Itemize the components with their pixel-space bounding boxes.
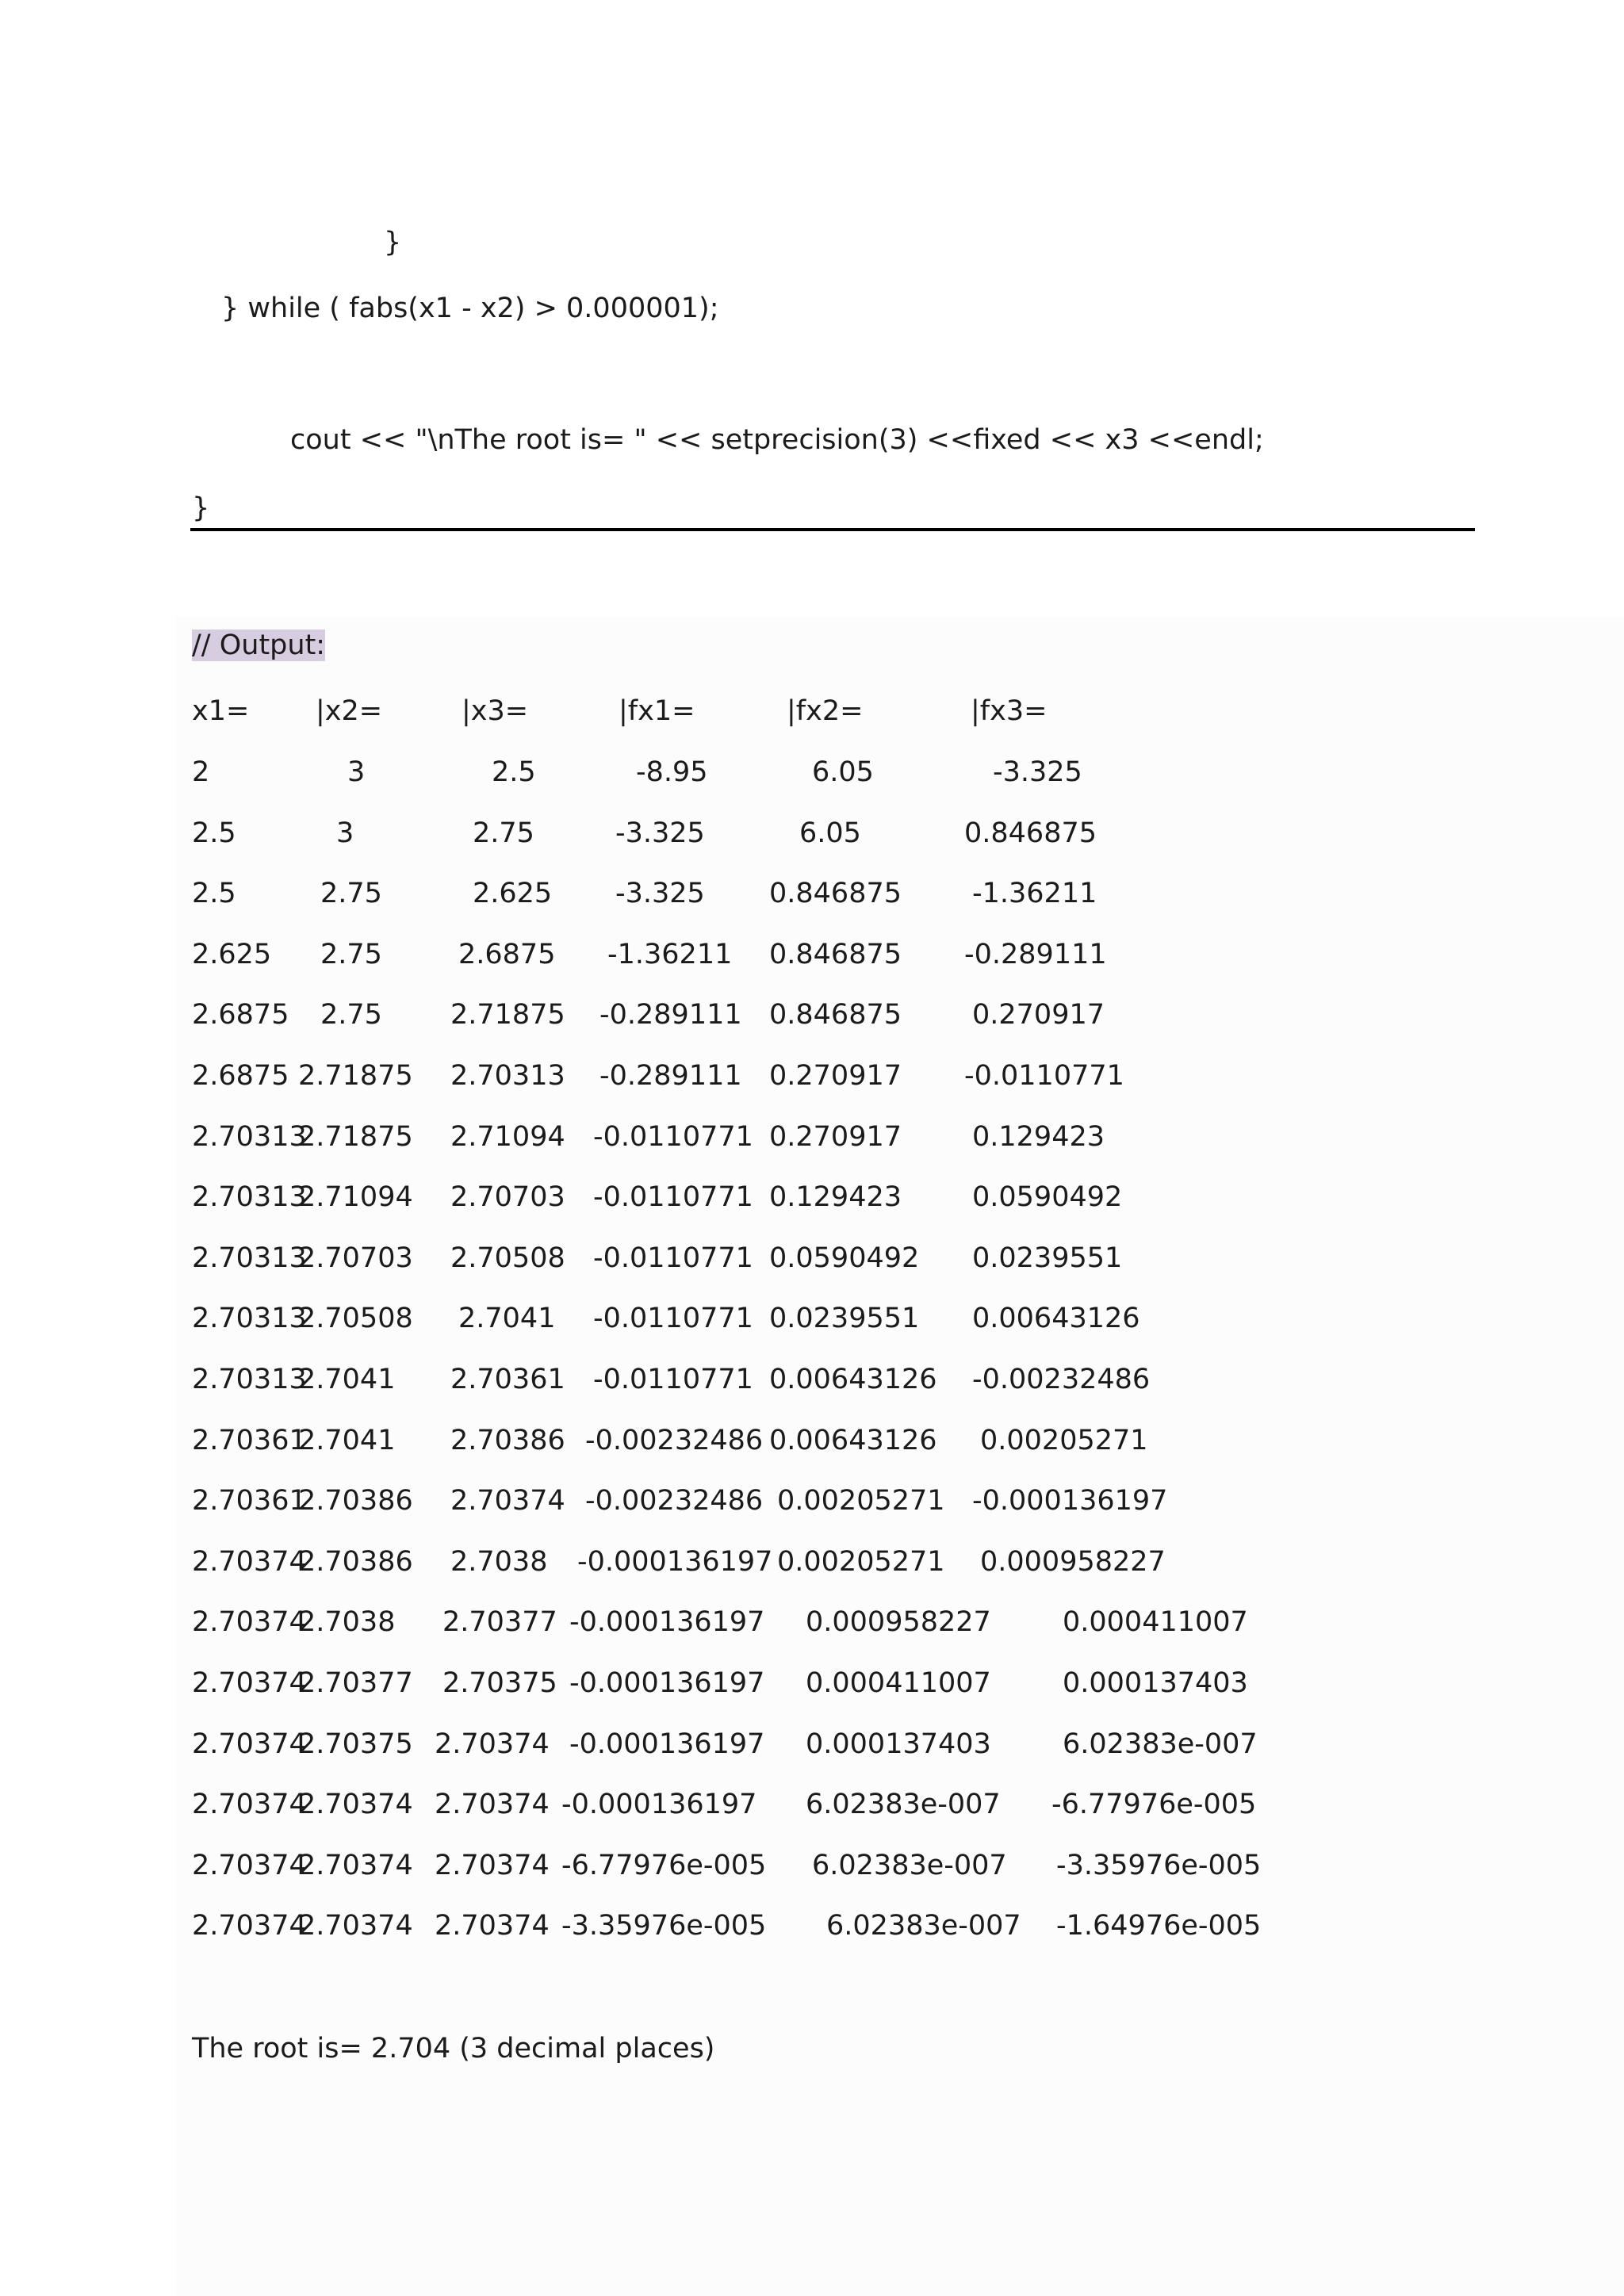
output-table-cell: 0.00643126 [769, 1425, 937, 1456]
output-table-cell: -0.00232486 [972, 1364, 1151, 1395]
output-table-cell: 2.70313 [450, 1060, 565, 1092]
output-table-cell: -0.000136197 [577, 1546, 773, 1578]
output-table-cell: -0.289111 [599, 1060, 742, 1092]
output-table-cell: 0.129423 [769, 1181, 902, 1213]
output-table-cell: 6.02383e-007 [1063, 1728, 1258, 1760]
output-table-cell: 2.70313 [192, 1242, 307, 1274]
output-table-cell: 2.70377 [298, 1667, 413, 1699]
output-table-cell: -0.00232486 [585, 1485, 764, 1517]
output-table-cell: 0.270917 [972, 999, 1105, 1031]
output-table-cell: 2.7038 [298, 1606, 396, 1638]
output-table-cell: -0.0110771 [593, 1242, 753, 1274]
output-table-cell: 0.000137403 [806, 1728, 991, 1760]
output-table-cell: -1.36211 [972, 878, 1097, 909]
output-table-cell: 0.000137403 [1063, 1667, 1248, 1699]
output-table-cell: 2.70374 [435, 1789, 550, 1820]
output-table-cell: 2.70374 [192, 1789, 307, 1820]
output-table-cell: 2.75 [320, 939, 382, 970]
output-table-cell: -0.289111 [964, 939, 1107, 970]
output-table-cell: 6.02383e-007 [826, 1910, 1021, 1942]
output-table-cell: 2.70374 [298, 1789, 413, 1820]
output-header-cell: x1= [192, 695, 250, 727]
output-header-cell: |fx3= [971, 695, 1048, 727]
output-table-cell: 0.0590492 [972, 1181, 1123, 1213]
output-table-cell: 2.70375 [442, 1667, 557, 1699]
output-table-cell: 2.75 [473, 817, 534, 849]
output-table-cell: 2.7041 [298, 1364, 396, 1395]
output-table-cell: 2.70374 [298, 1910, 413, 1942]
output-table-cell: 6.05 [799, 817, 861, 849]
output-table-cell: 0.0590492 [769, 1242, 920, 1274]
output-table-cell: -3.325 [993, 756, 1082, 788]
output-table-cell: -3.325 [615, 817, 705, 849]
output-table-cell: -0.000136197 [561, 1789, 757, 1820]
output-table-cell: 2.5 [492, 756, 536, 788]
output-table-cell: 3 [347, 756, 366, 788]
output-table-cell: -1.36211 [607, 939, 733, 970]
output-table-cell: -0.289111 [599, 999, 742, 1031]
output-table-cell: 2.70703 [450, 1181, 565, 1213]
output-table-cell: 2.6875 [458, 939, 556, 970]
output-table-cell: 2.5 [192, 817, 236, 849]
output-table-cell: 2.70374 [192, 1667, 307, 1699]
output-table-cell: 2.70374 [192, 1910, 307, 1942]
output-header-cell: |fx2= [787, 695, 864, 727]
output-table-cell: 2.70374 [298, 1850, 413, 1881]
output-table-cell: 2.70386 [298, 1485, 413, 1517]
code-outer-closing-brace: } [192, 492, 210, 524]
output-table-cell: 6.02383e-007 [806, 1789, 1001, 1820]
output-table-cell: 2.70508 [450, 1242, 565, 1274]
output-table-cell: 0.00205271 [777, 1546, 945, 1578]
output-heading-text: // Output: [192, 629, 326, 661]
output-table-cell: -3.35976e-005 [1056, 1850, 1262, 1881]
output-table-cell: 2.7038 [450, 1546, 548, 1578]
output-table-cell: 2.70313 [192, 1364, 307, 1395]
output-table-cell: 0.00643126 [769, 1364, 937, 1395]
output-table-cell: 2.70313 [192, 1181, 307, 1213]
output-table-cell: 0.270917 [769, 1060, 902, 1092]
output-table-cell: 2.75 [320, 878, 382, 909]
output-table-cell: -6.77976e-005 [561, 1850, 767, 1881]
output-table-cell: 2.71875 [298, 1121, 413, 1153]
output-table-cell: 0.00205271 [777, 1485, 945, 1517]
output-table-cell: 2.70375 [298, 1728, 413, 1760]
section-divider [190, 528, 1475, 531]
output-table-cell: 2.70374 [435, 1850, 550, 1881]
output-table-cell: 2.70361 [450, 1364, 565, 1395]
output-table-cell: -0.000136197 [569, 1667, 765, 1699]
output-header-cell: |x3= [462, 695, 529, 727]
output-table-cell: 3 [336, 817, 354, 849]
output-table-cell: 2.70374 [450, 1485, 565, 1517]
code-while-line: } while ( fabs(x1 - x2) > 0.000001); [221, 293, 719, 324]
output-table-cell: 0.270917 [769, 1121, 902, 1153]
output-table-cell: 2.70361 [192, 1485, 307, 1517]
output-table-cell: 2.70386 [298, 1546, 413, 1578]
output-table-cell: 2 [192, 756, 210, 788]
output-table-cell: -8.95 [636, 756, 708, 788]
output-table-cell: 0.000411007 [806, 1667, 991, 1699]
output-table-cell: -0.00232486 [585, 1425, 764, 1456]
output-table-cell: 0.846875 [769, 999, 902, 1031]
output-table-cell: 0.0239551 [769, 1303, 920, 1334]
output-table-cell: 0.0239551 [972, 1242, 1123, 1274]
output-table-cell: 2.70374 [192, 1606, 307, 1638]
output-table-cell: 0.00205271 [980, 1425, 1148, 1456]
output-table-cell: -6.77976e-005 [1051, 1789, 1257, 1820]
output-table-cell: -0.0110771 [593, 1364, 753, 1395]
output-table-cell: 2.6875 [192, 1060, 289, 1092]
output-table-cell: 2.70703 [298, 1242, 413, 1274]
output-table-cell: 2.70508 [298, 1303, 413, 1334]
code-inner-closing-brace: } [384, 227, 402, 258]
output-table-cell: 0.000958227 [980, 1546, 1166, 1578]
output-table-cell: 6.02383e-007 [812, 1850, 1007, 1881]
output-table-cell: 2.70313 [192, 1121, 307, 1153]
output-table-cell: 2.70374 [192, 1728, 307, 1760]
output-table-cell: 0.00643126 [972, 1303, 1140, 1334]
output-header-cell: |x2= [316, 695, 383, 727]
output-heading [192, 627, 325, 664]
output-table-cell: 2.625 [473, 878, 553, 909]
output-table-cell: 2.70374 [435, 1910, 550, 1942]
output-table-cell: 2.5 [192, 878, 236, 909]
output-table-cell: 2.71094 [298, 1181, 413, 1213]
output-table-cell: 0.129423 [972, 1121, 1105, 1153]
output-table-cell: -3.35976e-005 [561, 1910, 767, 1942]
output-table-cell: 6.05 [812, 756, 874, 788]
output-table-cell: 2.625 [192, 939, 272, 970]
output-table-cell: -0.000136197 [569, 1728, 765, 1760]
output-table-cell: 2.71875 [298, 1060, 413, 1092]
output-table-cell: -3.325 [615, 878, 705, 909]
output-table-cell: 2.75 [320, 999, 382, 1031]
output-table-cell: 2.70374 [192, 1850, 307, 1881]
output-table-cell: -1.64976e-005 [1056, 1910, 1262, 1942]
output-table-cell: 2.70377 [442, 1606, 557, 1638]
output-table-cell: 0.000411007 [1063, 1606, 1248, 1638]
output-table-cell: 2.70374 [435, 1728, 550, 1760]
code-cout-line: cout << "\nThe root is= " << setprecision(3) <<fixed << x3 <<endl; [290, 424, 1264, 456]
output-table-cell: 2.71094 [450, 1121, 565, 1153]
output-table-cell: 2.70313 [192, 1303, 307, 1334]
output-table-cell: 2.70374 [192, 1546, 307, 1578]
output-table-cell: -0.0110771 [593, 1121, 753, 1153]
output-table-cell: 0.846875 [769, 939, 902, 970]
output-table-cell: 2.6875 [192, 999, 289, 1031]
output-table-cell: -0.0110771 [964, 1060, 1124, 1092]
output-table-cell: 0.000958227 [806, 1606, 991, 1638]
output-header-cell: |fx1= [619, 695, 695, 727]
output-table-cell: 2.70386 [450, 1425, 565, 1456]
output-table-cell: 0.846875 [964, 817, 1097, 849]
output-table-cell: 2.7041 [298, 1425, 396, 1456]
output-table-cell: 2.71875 [450, 999, 565, 1031]
output-table-cell: 2.7041 [458, 1303, 556, 1334]
output-table-cell: -0.000136197 [569, 1606, 765, 1638]
output-table-cell: -0.000136197 [972, 1485, 1168, 1517]
result-line: The root is= 2.704 (3 decimal places) [192, 2033, 715, 2064]
output-table-cell: 2.70361 [192, 1425, 307, 1456]
output-table-cell: -0.0110771 [593, 1303, 753, 1334]
output-table-cell: 0.846875 [769, 878, 902, 909]
output-table-cell: -0.0110771 [593, 1181, 753, 1213]
